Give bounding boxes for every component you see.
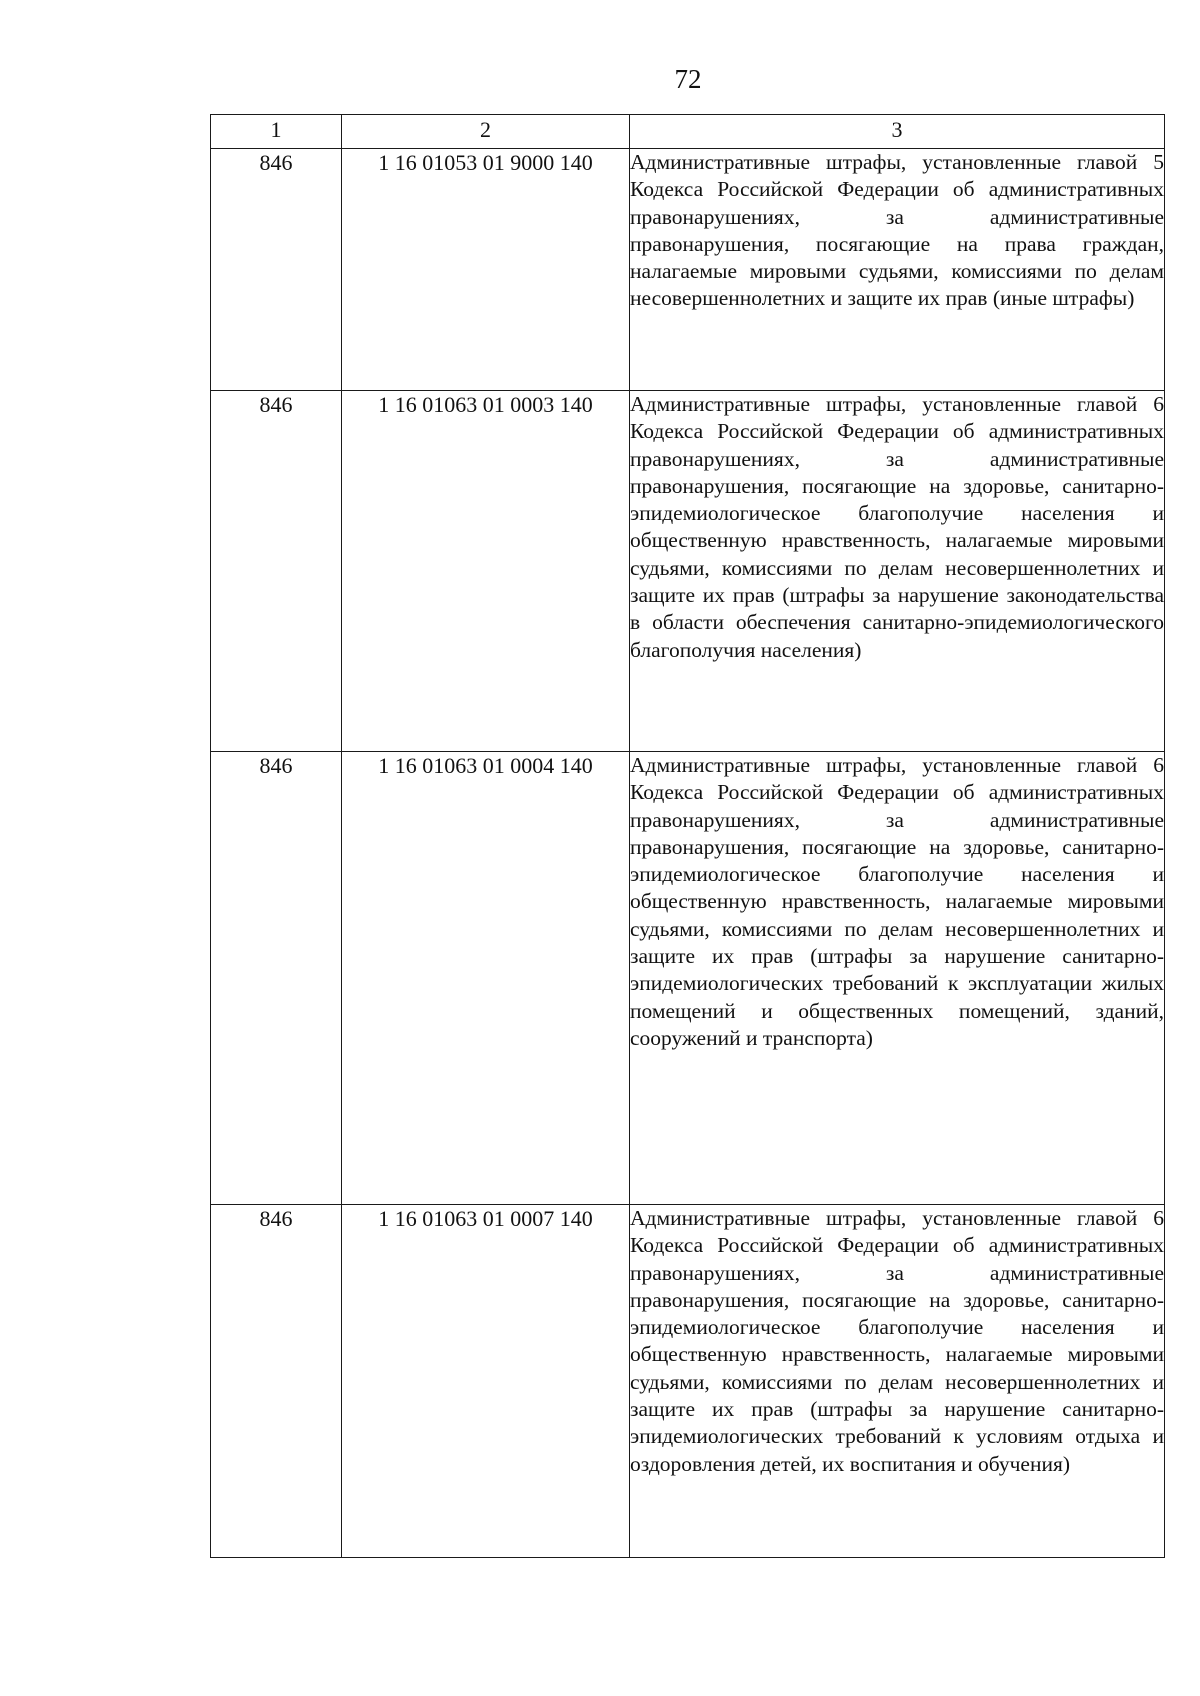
admin-code-cell: 846 xyxy=(211,1205,342,1558)
table-row xyxy=(211,1205,1165,1558)
column-header-1: 1 xyxy=(211,115,342,149)
table-row xyxy=(211,149,1165,391)
admin-code-cell: 846 xyxy=(211,391,342,752)
budget-code-cell: 1 16 01063 01 0007 140 xyxy=(342,1205,630,1558)
table-header-row xyxy=(211,115,1165,149)
admin-code-cell: 846 xyxy=(211,752,342,1205)
budget-code-cell: 1 16 01063 01 0003 140 xyxy=(342,391,630,752)
description-cell: Административные штрафы, установленные главой 5 Кодекса Российской Федерации об административных правонарушениях, за административные правонарушения, посягающие на права граждан, налагаемые мировыми судьями, комиссиями по делам несовершеннолетних и защите их прав (иные штрафы) xyxy=(630,149,1165,391)
fines-table xyxy=(210,114,1165,1558)
budget-code-cell: 1 16 01053 01 9000 140 xyxy=(342,149,630,391)
description-cell: Административные штрафы, установленные главой 6 Кодекса Российской Федерации об административных правонарушениях, за административные правонарушения, посягающие на здоровье, санитарно-эпидемиологическое благополучие населения и общественную нравственность, налагаемые мировыми судьями, комиссиями по делам несовершеннолетних и защите их прав (штрафы за нарушение санитарно-эпидемиологических требований к условиям отдыха и оздоровления детей, их воспитания и обучения) xyxy=(630,1205,1165,1558)
table-row xyxy=(211,752,1165,1205)
page-number: 72 xyxy=(674,64,702,94)
column-header-2: 2 xyxy=(342,115,630,149)
description-cell: Административные штрафы, установленные главой 6 Кодекса Российской Федерации об административных правонарушениях, за административные правонарушения, посягающие на здоровье, санитарно-эпидемиологическое благополучие населения и общественную нравственность, налагаемые мировыми судьями, комиссиями по делам несовершеннолетних и защите их прав (штрафы за нарушение законодательства в области обеспечения санитарно-эпидемиологического благополучия населения) xyxy=(630,391,1165,752)
table-row xyxy=(211,391,1165,752)
budget-code-cell: 1 16 01063 01 0004 140 xyxy=(342,752,630,1205)
admin-code-cell: 846 xyxy=(211,149,342,391)
column-header-3: 3 xyxy=(630,115,1165,149)
description-cell: Административные штрафы, установленные главой 6 Кодекса Российской Федерации об административных правонарушениях, за административные правонарушения, посягающие на здоровье, санитарно-эпидемиологическое благополучие населения и общественную нравственность, налагаемые мировыми судьями, комиссиями по делам несовершеннолетних и защите их прав (штрафы за нарушение санитарно-эпидемиологических требований к эксплуатации жилых помещений и общественных помещений, зданий, сооружений и транспорта) xyxy=(630,752,1165,1205)
